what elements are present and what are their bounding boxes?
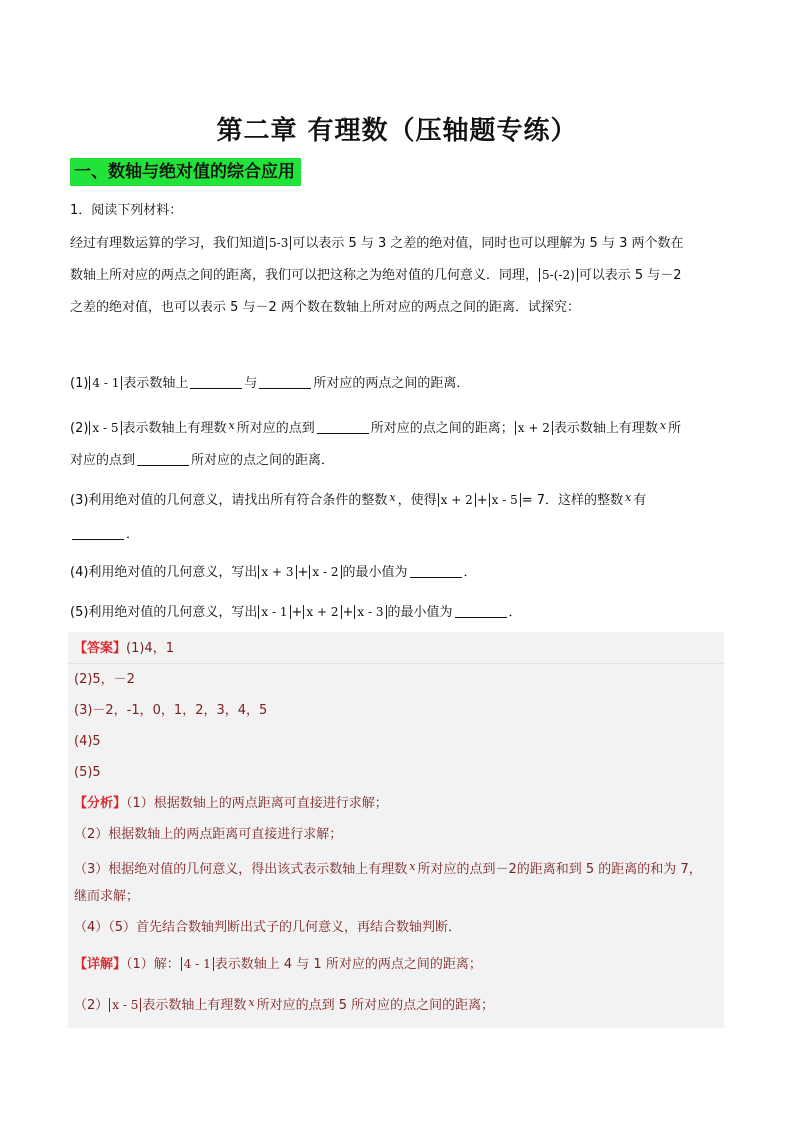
answer-blank[interactable] xyxy=(455,605,507,618)
abs-expression: x - 3 xyxy=(354,605,386,619)
abs-expression: 4 - 1 xyxy=(89,376,122,390)
detail-line-2: （2） x - 5 表示数轴上有理数 $^x$ 所对应的点到 5 所对应的点之间的距离； xyxy=(74,996,495,1013)
variable-x: x xyxy=(228,419,235,432)
variable-x: x xyxy=(625,491,632,504)
abs-expression: x - 5 xyxy=(89,421,121,435)
answer-blank[interactable] xyxy=(137,453,189,466)
variable-x: x xyxy=(659,419,667,432)
analysis-line-3: （3）根据绝对值的几何意义，得出该式表示数轴上有理数 $^x$ 所对应的点到－2的距离和到 5 的距离的和为 7， xyxy=(74,860,702,877)
answer-blank[interactable] xyxy=(317,421,369,434)
detail-line-1: 【详解】（1）解： 4 - 1 表示数轴上 4 与 1 所对应的两点之间的距离； xyxy=(74,957,482,972)
analysis-line-5: （4）（5）首先结合数轴判断出式子的几何意义，再结合数轴判断． xyxy=(74,920,462,935)
analysis-label: 【分析】 xyxy=(74,796,127,811)
sub-question-4: (4)利用绝对值的几何意义，写出 x + 3 + x - 2 的最小值为 ． xyxy=(70,565,477,580)
answer-line-5: (5)5 xyxy=(74,765,101,780)
variable-x: x xyxy=(248,996,255,1009)
intro-line-3: 之差的绝对值，也可以表示 5 与－2 两个数在数轴上所对应的两点之间的距离．试探究： xyxy=(70,300,580,315)
variable-x: x xyxy=(409,860,416,873)
question-number: 1．阅读下列材料： xyxy=(70,203,183,218)
chapter-title: 第二章 有理数（压轴题专练） xyxy=(216,116,578,146)
abs-expression: 5-(-2) xyxy=(539,268,578,282)
answer-section xyxy=(68,632,724,1028)
abs-expression: x + 2 xyxy=(515,421,553,435)
answer-blank[interactable] xyxy=(72,527,124,540)
answer-blank[interactable] xyxy=(410,565,462,578)
variable-x: x xyxy=(389,491,396,504)
sub-question-3: (3)利用绝对值的几何意义，请找出所有符合条件的整数 $^x$ ，使得 x + 2 + x - 5 = 7．这样的整数 $^x$ 有 xyxy=(70,491,647,508)
sub-question-2: (2) x - 5 表示数轴上有理数 $^x$ 所对应的点到 所对应的点之间的距离； x + 2 表示数轴上有理数 $^x$ 所 xyxy=(70,419,682,436)
analysis-line-4: 继而求解； xyxy=(74,889,140,904)
intro-line-2: 数轴上所对应的两点之间的距离，我们可以把这称之为绝对值的几何意义．同理， 5-(-2) 可以表示 5 与－2 xyxy=(70,268,682,283)
sub-question-5: (5)利用绝对值的几何意义，写出 x - 1 + x + 2 + x - 3 的最小值为 ． xyxy=(70,605,522,620)
answer-line-4: (4)5 xyxy=(74,734,101,749)
answer-line-1: 【答案】(1)4，1 xyxy=(74,634,724,664)
intro-line-1: 经过有理数运算的学习，我们知道 5-3 可以表示 5 与 3 之差的绝对值，同时也可以理解为 5 与 3 两个数在 xyxy=(70,236,684,251)
sub-question-3-blank: ． xyxy=(70,527,139,543)
abs-expression: x - 5 xyxy=(489,493,521,507)
answer-line-2: (2)5，－2 xyxy=(74,672,135,687)
abs-expression: x + 2 xyxy=(438,493,476,507)
answer-line-3: (3)－2，-1，0，1，2，3，4，5 xyxy=(74,703,268,718)
analysis-line-2: （2）根据数轴上的两点距离可直接进行求解； xyxy=(74,827,343,842)
abs-expression: x - 5 xyxy=(109,998,141,1012)
abs-expression: x + 3 xyxy=(258,565,296,579)
answer-blank[interactable] xyxy=(259,376,311,389)
answer-blank[interactable] xyxy=(190,376,242,389)
abs-expression: x - 2 xyxy=(309,565,341,579)
sub-question-2-cont: 对应的点到 所对应的点之间的距离． xyxy=(70,453,335,468)
answer-label: 【答案】 xyxy=(74,641,127,656)
section-heading: 一、数轴与绝对值的综合应用 xyxy=(70,158,301,186)
sub-question-1: (1) 4 - 1 表示数轴上 与 所对应的两点之间的距离． xyxy=(70,376,470,391)
abs-expression: x - 1 xyxy=(258,605,290,619)
abs-expression: 4 - 1 xyxy=(181,957,214,971)
abs-expression: 5-3 xyxy=(266,236,291,250)
analysis-line-1: 【分析】（1）根据数轴上的两点距离可直接进行求解； xyxy=(74,796,388,811)
abs-expression: x + 2 xyxy=(303,605,341,619)
question-intro xyxy=(70,228,730,324)
detail-label: 【详解】 xyxy=(74,957,127,972)
